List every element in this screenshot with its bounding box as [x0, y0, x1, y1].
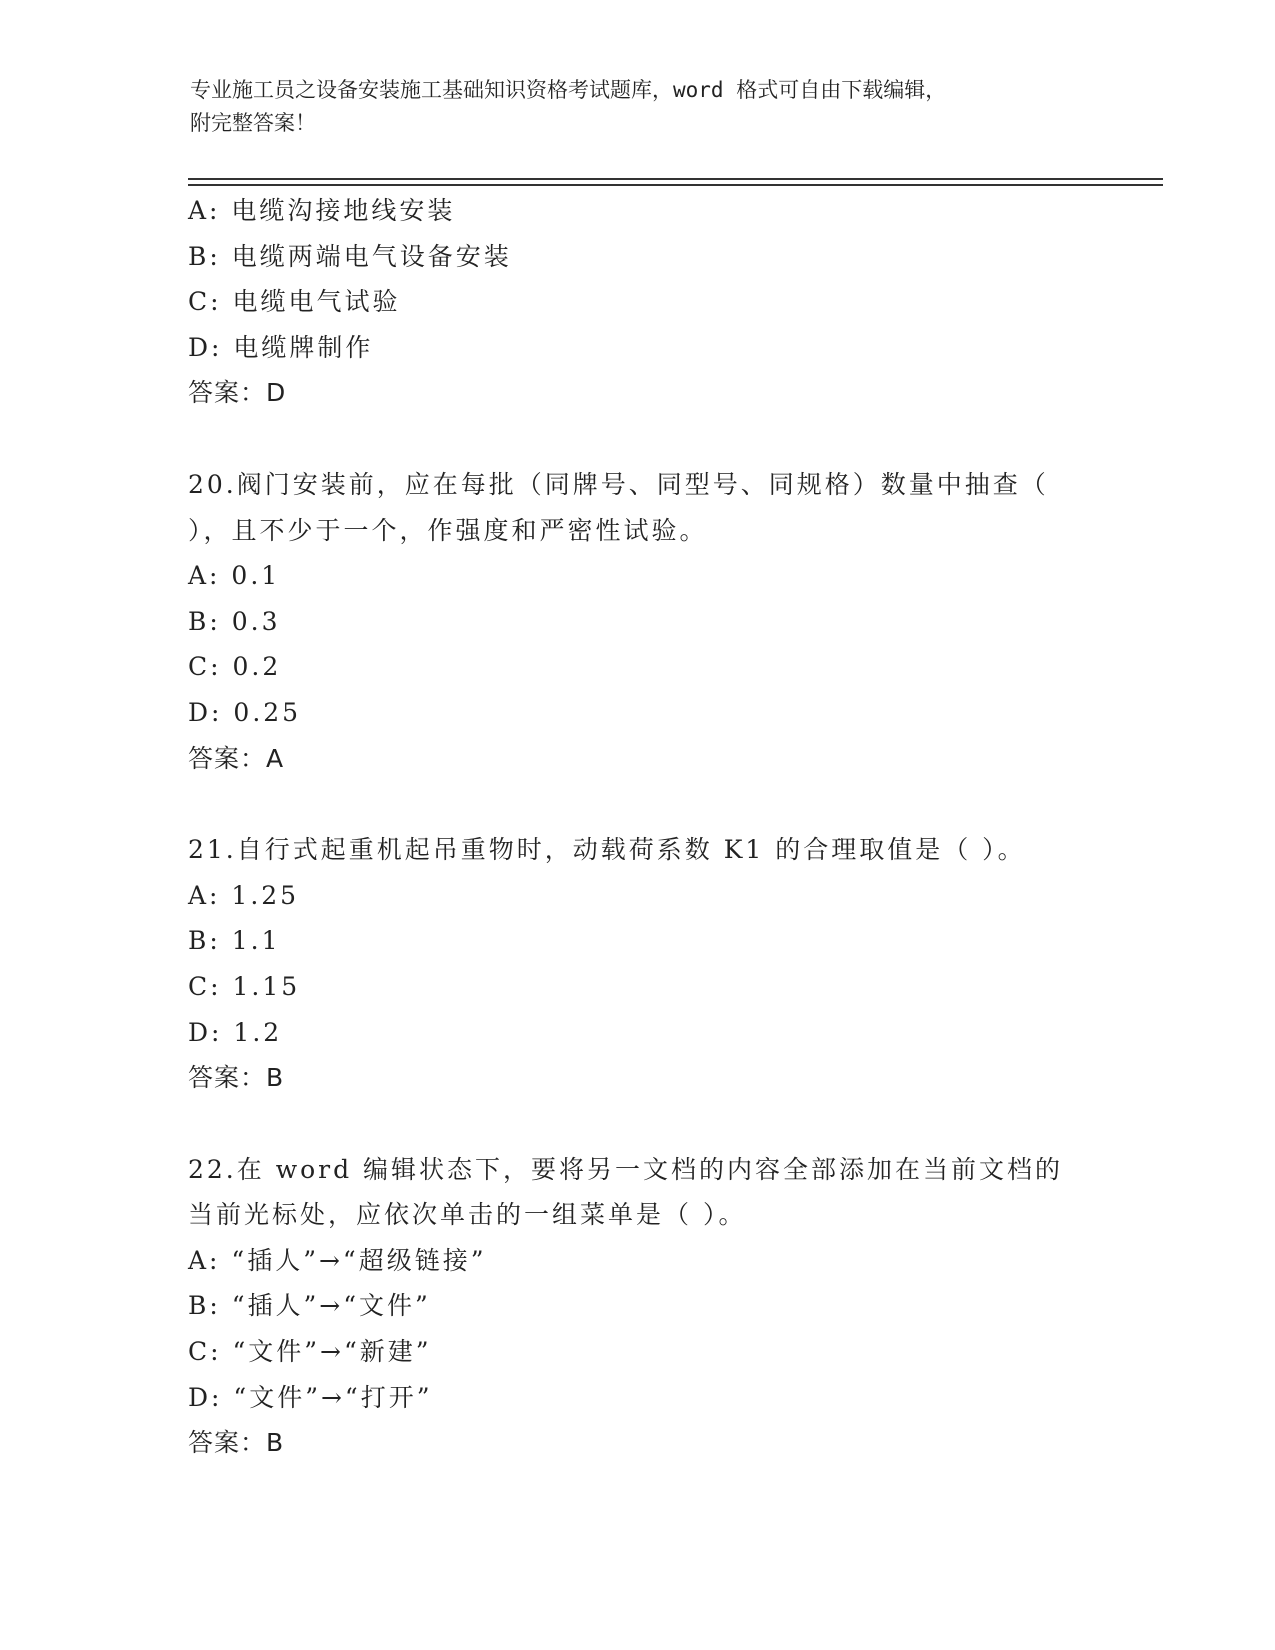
- header-divider-bottom: [188, 184, 1163, 186]
- spacer: [188, 416, 1088, 462]
- answer-line: 答案：B: [188, 1063, 285, 1093]
- question-stem-line-1: 22.在 word 编辑状态下，要将另一文档的内容全部添加在当前文档的: [188, 1154, 1064, 1184]
- option-c: C: “文件”→“新建”: [188, 1337, 432, 1367]
- option-c: C: 电缆电气试验: [188, 287, 401, 317]
- option-a: A: 0.1: [188, 561, 281, 591]
- option-d: D: “文件”→“打开”: [188, 1382, 433, 1412]
- question-stem-line-1: 21.自行式起重机起吊重物时，动载荷系数 K1 的合理取值是（ ）。: [188, 835, 1026, 865]
- option-d: D: 1.2: [188, 1017, 283, 1047]
- answer-line: 答案：D: [188, 378, 287, 408]
- question-stem-line-2: ），且不少于一个，作强度和严密性试验。: [188, 515, 708, 545]
- answer-line: 答案：A: [188, 743, 285, 773]
- question-21: [188, 827, 1088, 1101]
- option-a: A: 电缆沟接地线安装: [188, 196, 456, 225]
- header-line-1: 专业施工员之设备安装施工基础知识资格考试题库，word 格式可自由下载编辑，: [190, 78, 947, 102]
- option-b: B: 电缆两端电气设备安装: [188, 241, 512, 271]
- question-stem-line-2: 当前光标处，应依次单击的一组菜单是（ ）。: [188, 1200, 747, 1230]
- option-c: C: 0.2: [188, 652, 282, 682]
- option-a: A: 1.25: [188, 880, 300, 910]
- question-stem-line-1: 20.阀门安装前，应在每批（同牌号、同型号、同规格）数量中抽查（: [188, 469, 1049, 499]
- option-d: D: 电缆牌制作: [188, 332, 374, 362]
- option-b: B: 1.1: [188, 926, 281, 956]
- spacer: [188, 1101, 1088, 1147]
- question-19: [188, 188, 1088, 416]
- option-b: B: 0.3: [188, 606, 281, 636]
- question-22: [188, 1147, 1088, 1466]
- question-list: [188, 188, 1088, 1466]
- spacer: [188, 781, 1088, 827]
- option-a: A: “插人”→“超级链接”: [188, 1245, 487, 1275]
- option-b: B: “插人”→“文件”: [188, 1291, 431, 1321]
- header-divider-top: [188, 178, 1163, 180]
- option-c: C: 1.15: [188, 971, 301, 1001]
- question-20: [188, 462, 1088, 781]
- answer-line: 答案：B: [188, 1428, 285, 1458]
- page-header: [190, 74, 1090, 140]
- header-line-2: 附完整答案！: [190, 111, 316, 135]
- option-d: D: 0.25: [188, 697, 302, 727]
